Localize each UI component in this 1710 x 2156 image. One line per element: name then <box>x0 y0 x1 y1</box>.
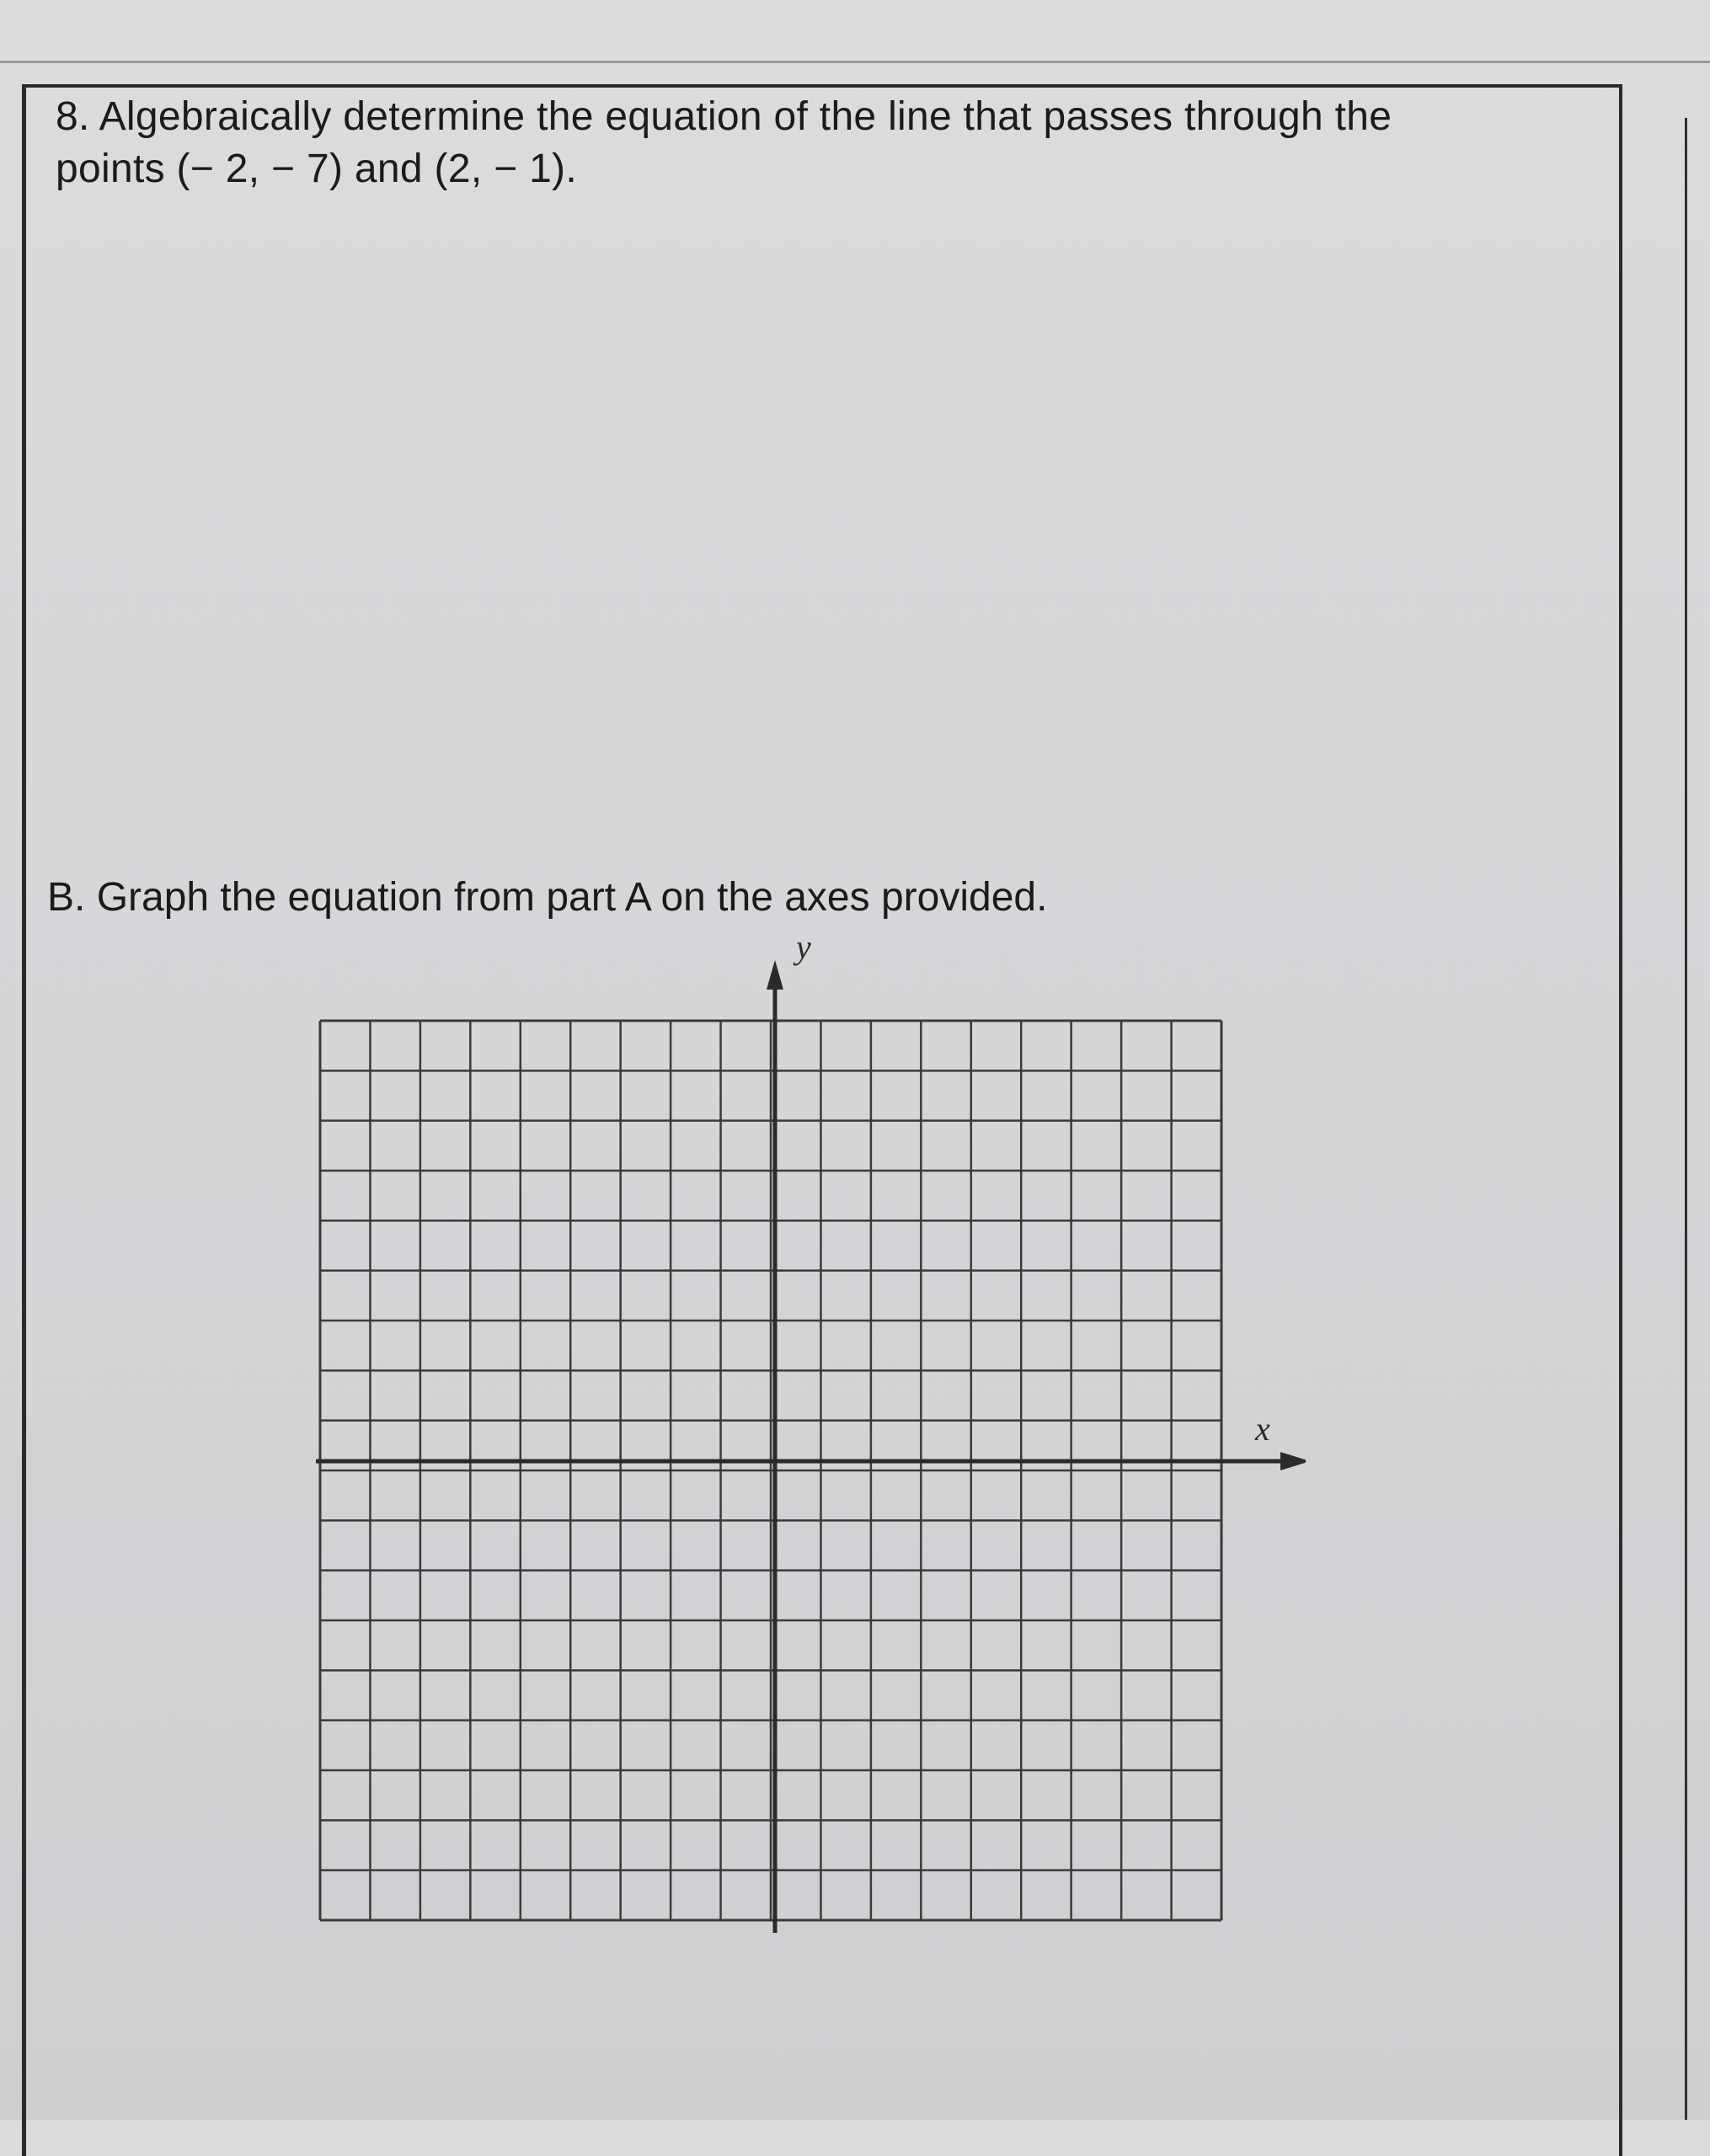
grid-lines <box>320 1021 1221 1920</box>
question-text-line-2: points (− 2, − 7) and (2, − 1). <box>56 147 577 191</box>
y-axis-label: y <box>796 928 811 966</box>
page-edge-line <box>1685 118 1687 2120</box>
coordinate-grid[interactable] <box>312 926 1306 1937</box>
top-rule <box>0 61 1710 63</box>
x-axis-arrow <box>1280 1452 1306 1470</box>
x-axis-label: x <box>1255 1410 1270 1448</box>
part-b-prompt: B. Graph the equation from part A on the axes provided. <box>47 875 1048 920</box>
y-axis-arrow <box>767 960 783 990</box>
question-text-line-1: 8. Algebraically determine the equation of the line that passes through the <box>56 94 1392 139</box>
question-8 <box>56 91 1597 195</box>
